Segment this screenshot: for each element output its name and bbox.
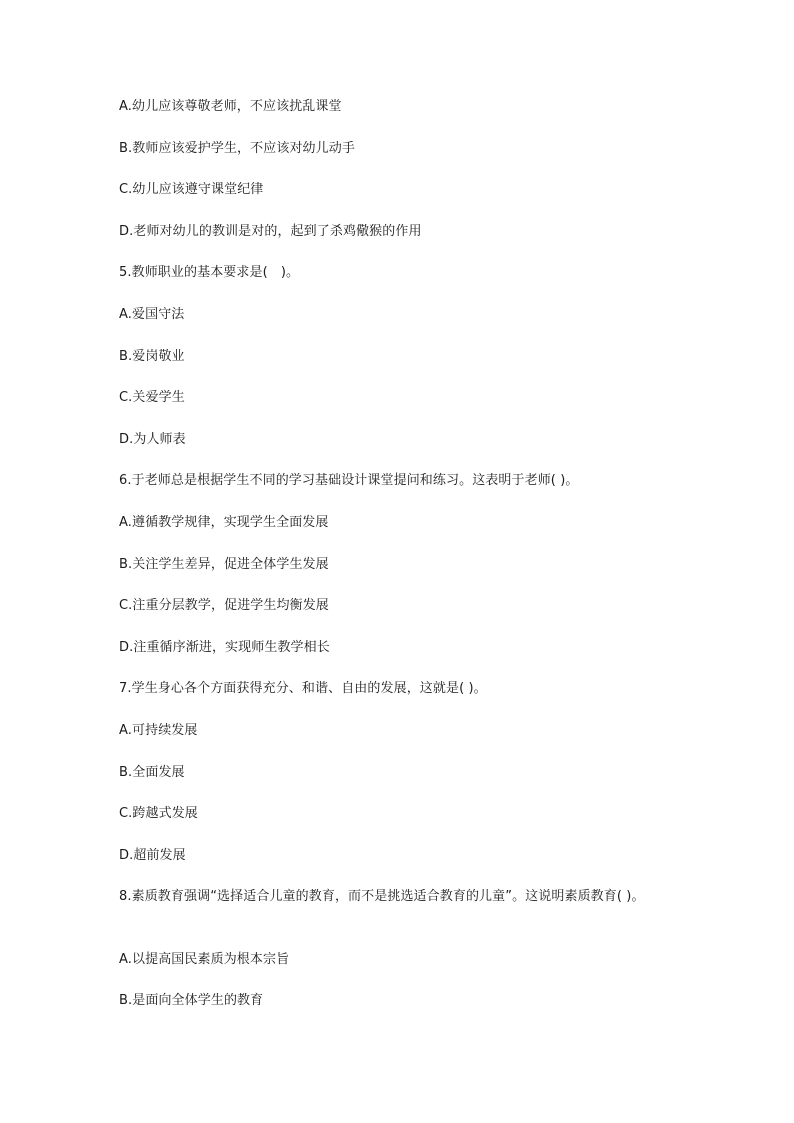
option-b-q6: B.关注学生差异，促进全体学生发展 bbox=[119, 557, 329, 572]
option-d-q7: D.超前发展 bbox=[119, 848, 186, 863]
option-c-q4: C.幼儿应该遵守课堂纪律 bbox=[119, 182, 264, 197]
option-b-q8: B.是面向全体学生的教育 bbox=[119, 993, 264, 1008]
option-a-q7: A.可持续发展 bbox=[119, 723, 198, 738]
question-8: 8.素质教育强调“选择适合儿童的教育，而不是挑选适合教育的儿童”。这说明素质教育( )。 bbox=[119, 889, 645, 904]
option-c-q6: C.注重分层教学，促进学生均衡发展 bbox=[119, 598, 329, 613]
question-7: 7.学生身心各个方面获得充分、和谐、自由的发展，这就是( )。 bbox=[119, 681, 487, 696]
option-a-q6: A.遵循教学规律，实现学生全面发展 bbox=[119, 515, 329, 530]
option-b-q7: B.全面发展 bbox=[119, 765, 185, 780]
option-a-q4: A.幼儿应该尊敬老师，不应该扰乱课堂 bbox=[119, 99, 342, 114]
option-d-q4: D.老师对幼儿的教训是对的，起到了杀鸡儆猴的作用 bbox=[119, 224, 422, 239]
option-a-q5: A.爱国守法 bbox=[119, 307, 185, 322]
question-6: 6.于老师总是根据学生不同的学习基础设计课堂提问和练习。这表明于老师( )。 bbox=[119, 473, 579, 488]
option-c-q5: C.关爱学生 bbox=[119, 390, 185, 405]
option-d-q5: D.为人师表 bbox=[119, 432, 186, 447]
question-5: 5.教师职业的基本要求是( )。 bbox=[119, 265, 300, 280]
option-b-q5: B.爱岗敬业 bbox=[119, 349, 185, 364]
option-d-q6: D.注重循序渐进，实现师生教学相长 bbox=[119, 640, 330, 655]
option-b-q4: B.教师应该爱护学生，不应该对幼儿动手 bbox=[119, 141, 355, 156]
option-a-q8: A.以提高国民素质为根本宗旨 bbox=[119, 952, 290, 967]
option-c-q7: C.跨越式发展 bbox=[119, 806, 198, 821]
